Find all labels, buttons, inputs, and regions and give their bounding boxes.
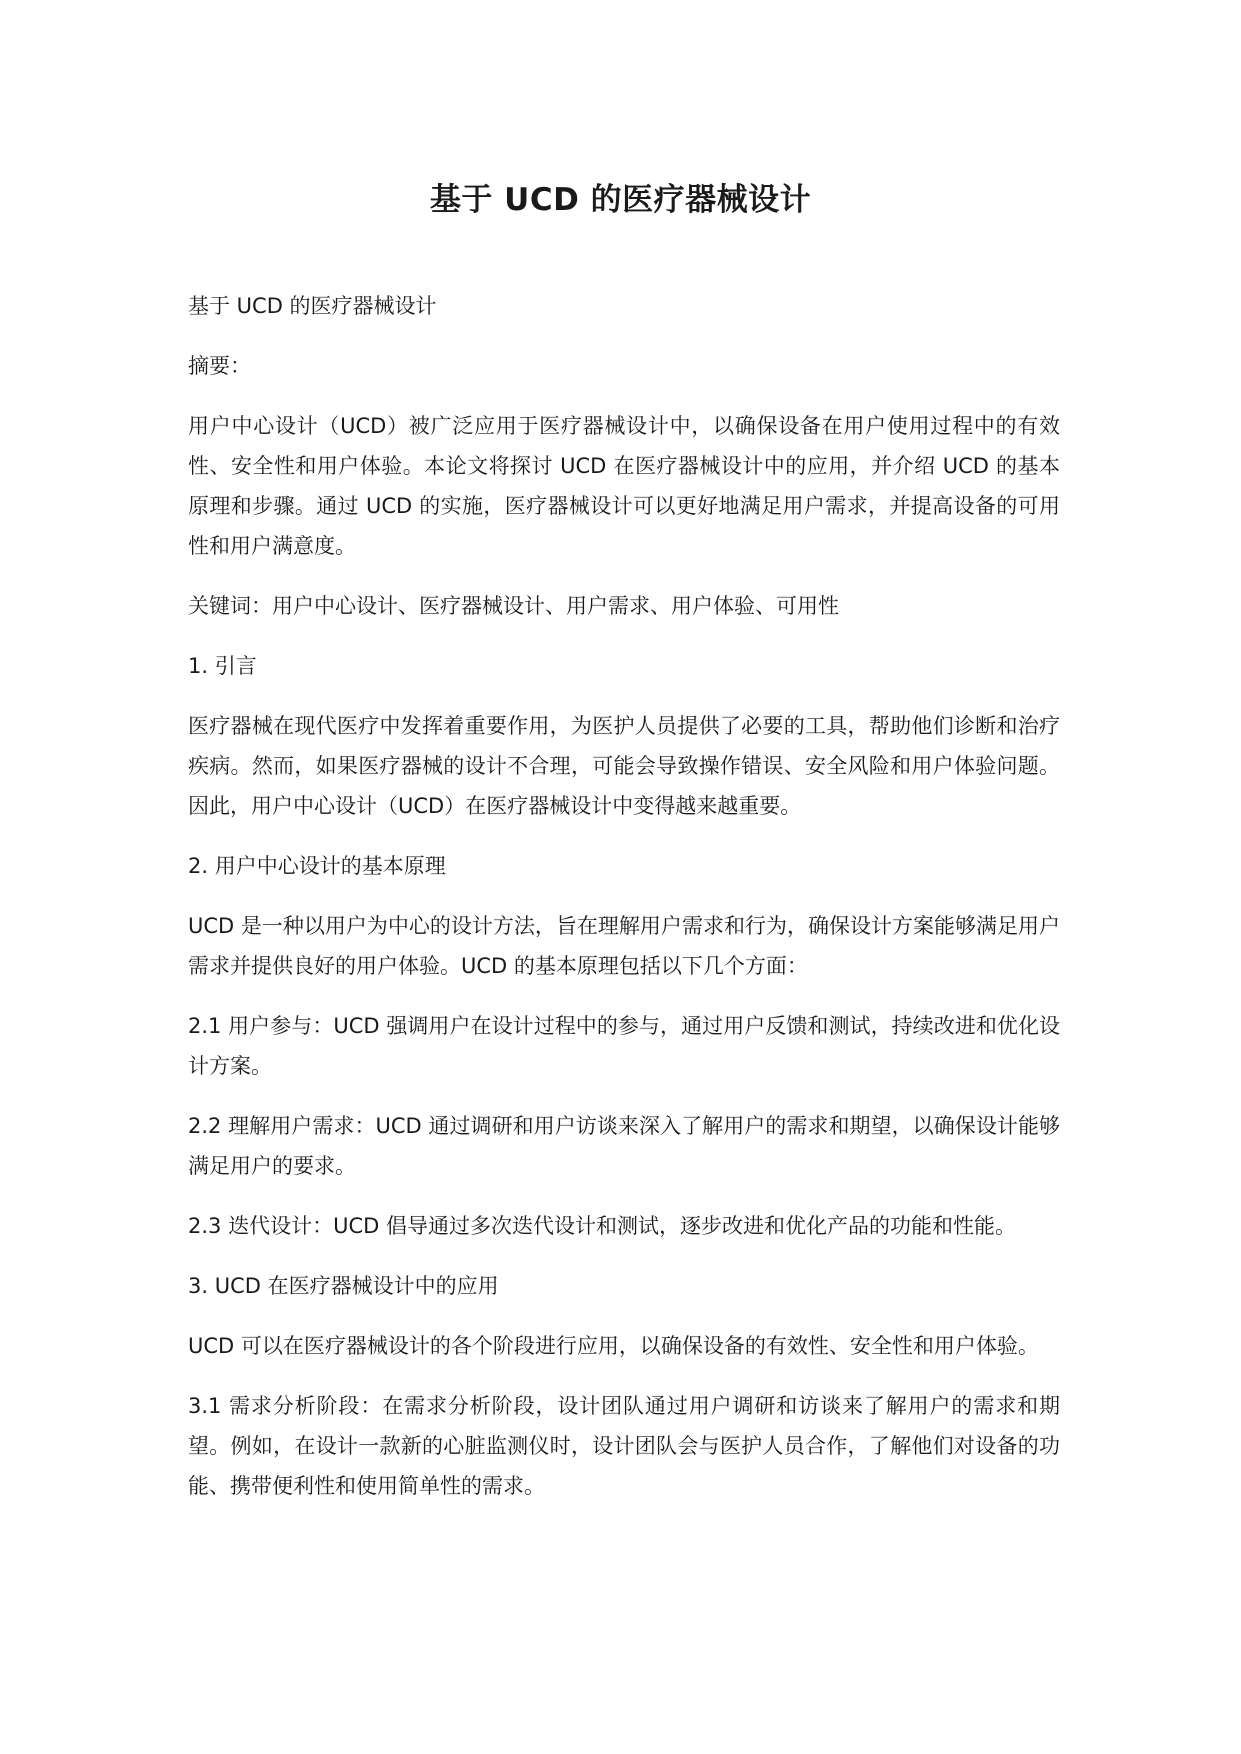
paragraph-ucd-application: UCD 可以在医疗器械设计的各个阶段进行应用，以确保设备的有效性、安全性和用户体验。 bbox=[188, 1334, 1039, 1358]
paragraph-2-3: 2.3 迭代设计：UCD 倡导通过多次迭代设计和测试，逐步改进和优化产品的功能和性能。 bbox=[188, 1214, 1016, 1238]
paragraph-abstract: 用户中心设计（UCD）被广泛应用于医疗器械设计中，以确保设备在用户使用过程中的有效性、安全性和用户体验。本论文将探讨 UCD 在医疗器械设计中的应用，并介绍 UCD 的基本原理和步骤。通过 UCD 的实施，医疗器械设计可以更好地满足用户需求，并提高设备的可用性和用户满意度。 bbox=[188, 414, 1060, 558]
paragraph-2-2: 2.2 理解用户需求：UCD 通过调研和用户访谈来深入了解用户的需求和期望，以确保设计能够满足用户的要求。 bbox=[188, 1114, 1060, 1178]
paragraph-keywords: 关键词：用户中心设计、医疗器械设计、用户需求、用户体验、可用性 bbox=[188, 594, 839, 618]
section-heading-2: 2. 用户中心设计的基本原理 bbox=[188, 854, 446, 878]
paragraph-intro: 医疗器械在现代医疗中发挥着重要作用，为医护人员提供了必要的工具，帮助他们诊断和治疗疾病。然而，如果医疗器械的设计不合理，可能会导致操作错误、安全风险和用户体验问题。因此，用户中心设计（UCD）在医疗器械设计中变得越来越重要。 bbox=[188, 714, 1060, 818]
paragraph-subtitle: 基于 UCD 的医疗器械设计 bbox=[188, 294, 437, 318]
section-heading-3: 3. UCD 在医疗器械设计中的应用 bbox=[188, 1274, 499, 1298]
section-heading-1: 1. 引言 bbox=[188, 654, 257, 678]
document-body bbox=[188, 286, 1060, 1526]
paragraph-3-1: 3.1 需求分析阶段：在需求分析阶段，设计团队通过用户调研和访谈来了解用户的需求和期望。例如，在设计一款新的心脏监测仪时，设计团队会与医护人员合作，了解他们对设备的功能、携带便利性和使用简单性的需求。 bbox=[188, 1394, 1060, 1498]
document-title: 基于 UCD 的医疗器械设计 bbox=[429, 182, 812, 218]
paragraph-ucd-principles: UCD 是一种以用户为中心的设计方法，旨在理解用户需求和行为，确保设计方案能够满足用户需求并提供良好的用户体验。UCD 的基本原理包括以下几个方面： bbox=[188, 914, 1060, 978]
paragraph-abstract-heading: 摘要： bbox=[188, 354, 251, 378]
paragraph-2-1: 2.1 用户参与：UCD 强调用户在设计过程中的参与，通过用户反馈和测试，持续改进和优化设计方案。 bbox=[188, 1014, 1060, 1078]
